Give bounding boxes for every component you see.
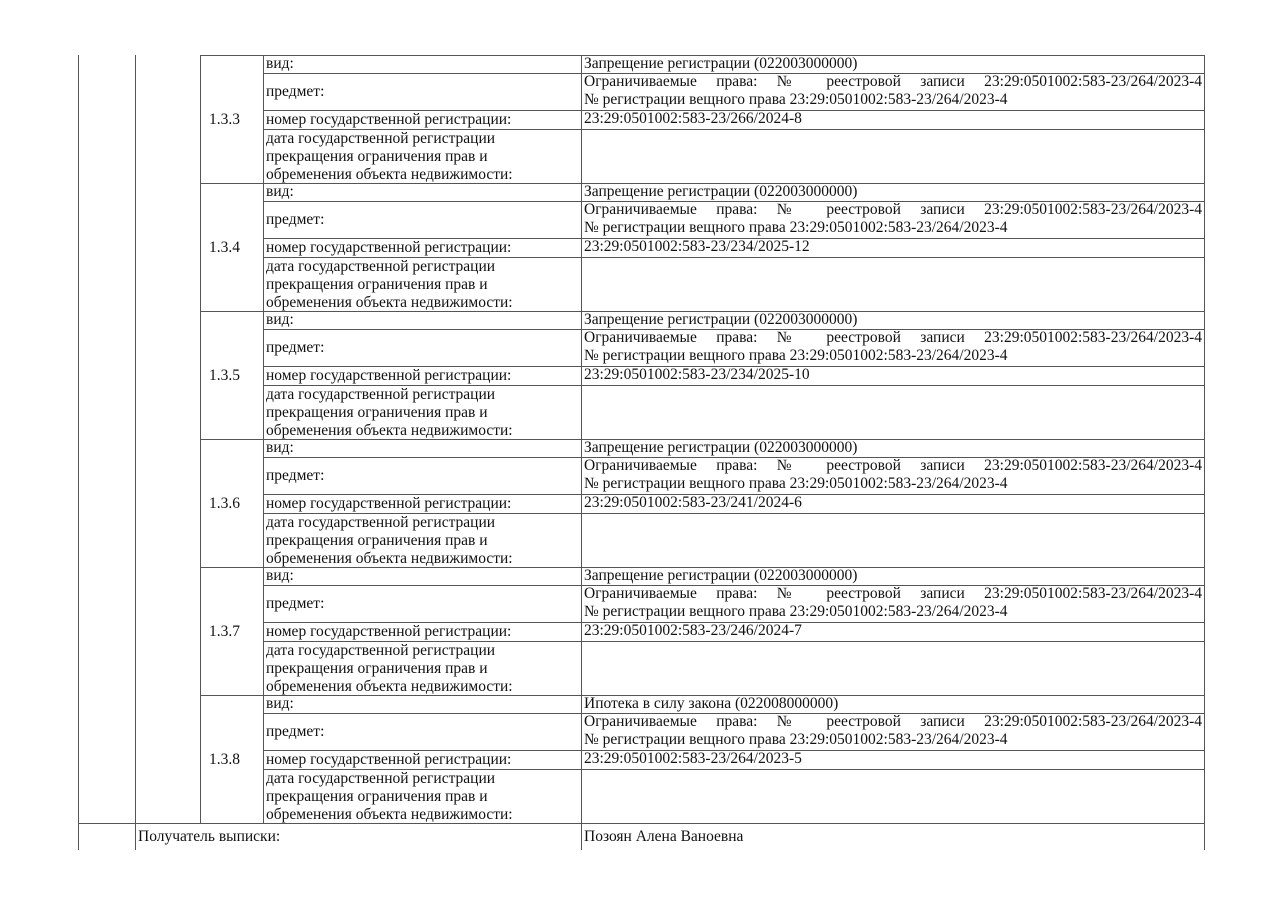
label-nomer: номер государственной регистрации:	[266, 495, 512, 512]
label-data: дата государственной регистрации	[266, 258, 496, 275]
table-border	[200, 183, 201, 311]
label-data: дата государственной регистрации	[266, 770, 496, 787]
value-predmet: Ограничиваемые права: № реестровой записи 23:29:0501002:583-23/264/2023-4	[584, 585, 1202, 602]
table-border	[1204, 55, 1205, 183]
table-border	[581, 311, 582, 439]
label-data: прекращения ограничения прав и	[266, 276, 488, 293]
table-border	[200, 439, 201, 567]
label-vid: вид:	[266, 55, 294, 72]
table-border	[78, 55, 79, 850]
label-data: прекращения ограничения прав и	[266, 532, 488, 549]
value-predmet: Ограничиваемые права: № реестровой записи 23:29:0501002:583-23/264/2023-4	[584, 201, 1202, 218]
label-nomer: номер государственной регистрации:	[266, 111, 512, 128]
label-data: прекращения ограничения прав и	[266, 404, 488, 421]
table-border	[200, 311, 201, 439]
value-predmet: № регистрации вещного права 23:29:0501002:583-23/264/2023-4	[584, 475, 1008, 492]
table-border	[581, 823, 582, 850]
table-border	[581, 183, 582, 311]
value-vid: Запрещение регистрации (022003000000)	[584, 439, 858, 456]
value-nomer: 23:29:0501002:583-23/264/2023-5	[584, 750, 802, 767]
table-border	[263, 311, 264, 439]
label-predmet: предмет:	[266, 595, 325, 612]
value-nomer: 23:29:0501002:583-23/241/2024-6	[584, 494, 802, 511]
recipient-value: Позоян Алена Ваноевна	[584, 828, 744, 845]
label-predmet: предмет:	[266, 339, 325, 356]
label-nomer: номер государственной регистрации:	[266, 751, 512, 768]
value-vid: Запрещение регистрации (022003000000)	[584, 567, 858, 584]
label-data: дата государственной регистрации	[266, 514, 496, 531]
table-border	[263, 55, 264, 183]
label-data: обременения объекта недвижимости:	[266, 550, 513, 567]
table-border	[135, 55, 136, 850]
table-border	[263, 439, 264, 567]
value-predmet: № регистрации вещного права 23:29:0501002:583-23/264/2023-4	[584, 91, 1008, 108]
label-nomer: номер государственной регистрации:	[266, 367, 512, 384]
label-vid: вид:	[266, 311, 294, 328]
value-vid: Запрещение регистрации (022003000000)	[584, 55, 858, 72]
label-data: обременения объекта недвижимости:	[266, 166, 513, 183]
value-predmet: Ограничиваемые права: № реестровой записи 23:29:0501002:583-23/264/2023-4	[584, 329, 1202, 346]
table-border	[1204, 823, 1205, 850]
value-nomer: 23:29:0501002:583-23/234/2025-10	[584, 366, 810, 383]
value-predmet: № регистрации вещного права 23:29:0501002:583-23/264/2023-4	[584, 603, 1008, 620]
entry-number: 1.3.5	[209, 367, 240, 384]
value-nomer: 23:29:0501002:583-23/266/2024-8	[584, 110, 802, 127]
table-border	[263, 567, 264, 695]
table-border	[200, 695, 201, 823]
value-predmet: Ограничиваемые права: № реестровой записи 23:29:0501002:583-23/264/2023-4	[584, 713, 1202, 730]
entry-number: 1.3.3	[209, 111, 240, 128]
entry-number: 1.3.4	[209, 239, 240, 256]
label-predmet: предмет:	[266, 467, 325, 484]
label-vid: вид:	[266, 439, 294, 456]
label-data: дата государственной регистрации	[266, 130, 496, 147]
table-border	[1204, 183, 1205, 311]
value-nomer: 23:29:0501002:583-23/234/2025-12	[584, 238, 810, 255]
table-border	[1204, 439, 1205, 567]
value-predmet: Ограничиваемые права: № реестровой записи 23:29:0501002:583-23/264/2023-4	[584, 73, 1202, 90]
value-predmet: № регистрации вещного права 23:29:0501002:583-23/264/2023-4	[584, 219, 1008, 236]
label-vid: вид:	[266, 567, 294, 584]
value-vid: Запрещение регистрации (022003000000)	[584, 183, 858, 200]
table-border	[581, 695, 582, 823]
table-border	[1204, 311, 1205, 439]
label-nomer: номер государственной регистрации:	[266, 239, 512, 256]
label-data: прекращения ограничения прав и	[266, 788, 488, 805]
table-border	[1204, 695, 1205, 823]
label-vid: вид:	[266, 183, 294, 200]
table-border	[581, 567, 582, 695]
value-vid: Запрещение регистрации (022003000000)	[584, 311, 858, 328]
entry-number: 1.3.6	[209, 495, 240, 512]
value-predmet: № регистрации вещного права 23:29:0501002:583-23/264/2023-4	[584, 347, 1008, 364]
table-border	[263, 695, 264, 823]
label-data: обременения объекта недвижимости:	[266, 422, 513, 439]
label-data: прекращения ограничения прав и	[266, 660, 488, 677]
entry-number: 1.3.8	[209, 751, 240, 768]
entry-number: 1.3.7	[209, 623, 240, 640]
table-border	[200, 55, 201, 183]
value-predmet: Ограничиваемые права: № реестровой записи 23:29:0501002:583-23/264/2023-4	[584, 457, 1202, 474]
label-data: обременения объекта недвижимости:	[266, 294, 513, 311]
value-predmet: № регистрации вещного права 23:29:0501002:583-23/264/2023-4	[584, 731, 1008, 748]
label-data: дата государственной регистрации	[266, 386, 496, 403]
recipient-label: Получатель выписки:	[138, 828, 281, 845]
table-border	[581, 439, 582, 567]
label-data: обременения объекта недвижимости:	[266, 678, 513, 695]
table-border	[263, 183, 264, 311]
label-predmet: предмет:	[266, 211, 325, 228]
label-predmet: предмет:	[266, 723, 325, 740]
value-nomer: 23:29:0501002:583-23/246/2024-7	[584, 622, 802, 639]
label-predmet: предмет:	[266, 83, 325, 100]
label-nomer: номер государственной регистрации:	[266, 623, 512, 640]
label-data: прекращения ограничения прав и	[266, 148, 488, 165]
label-data: дата государственной регистрации	[266, 642, 496, 659]
label-data: обременения объекта недвижимости:	[266, 806, 513, 823]
label-vid: вид:	[266, 695, 294, 712]
table-border	[200, 567, 201, 695]
table-border	[78, 823, 1205, 824]
value-vid: Ипотека в силу закона (022008000000)	[584, 695, 839, 712]
table-border	[1204, 567, 1205, 695]
table-border	[581, 55, 582, 183]
